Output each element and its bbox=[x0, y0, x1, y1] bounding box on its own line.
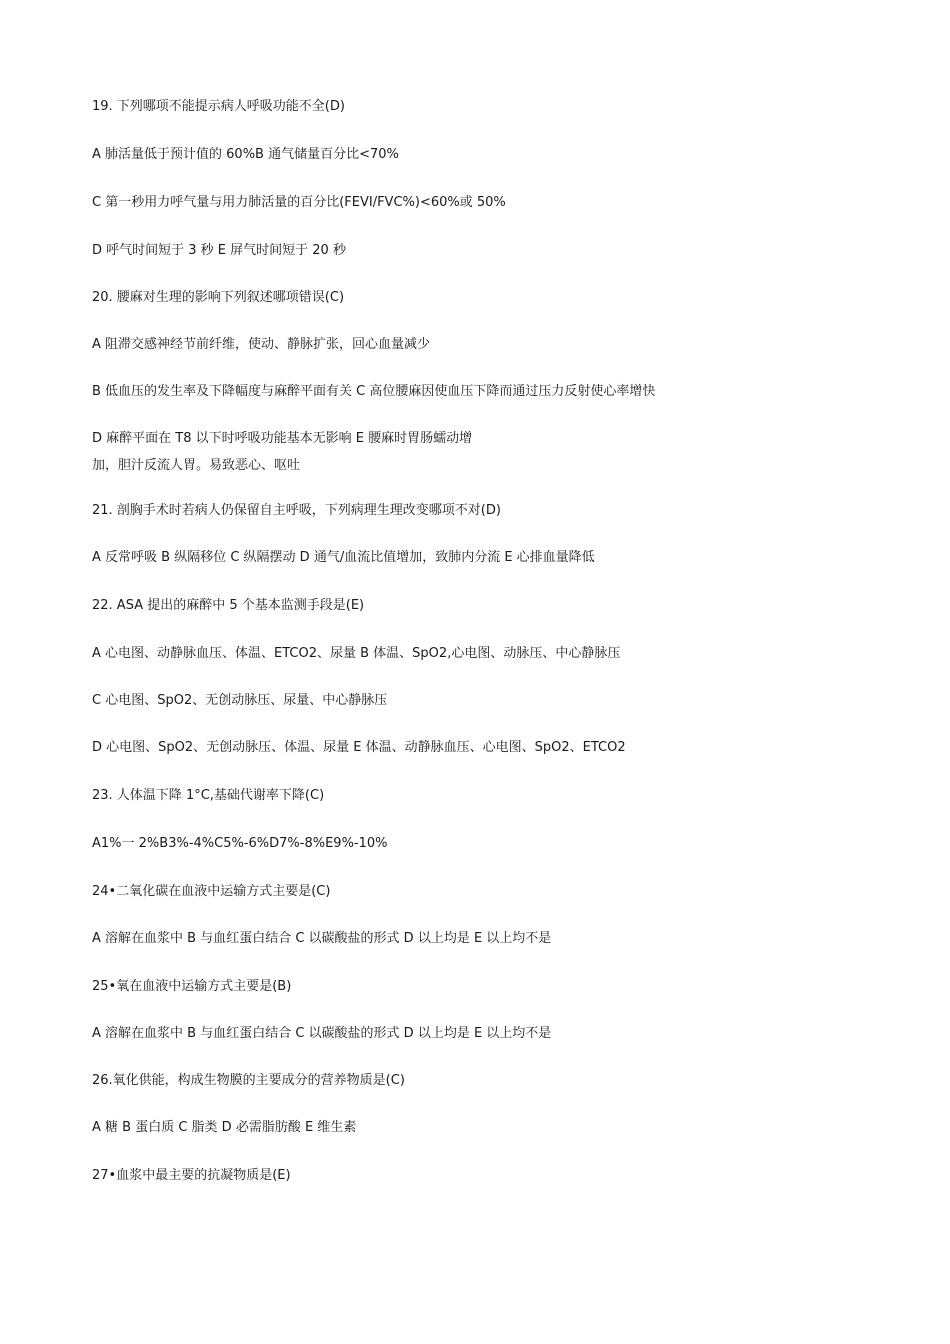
question-25-options: A 溶解在血浆中 B 与血红蛋白结合 C 以碳酸盐的形式 D 以上均是 E 以上均不是 bbox=[92, 1026, 552, 1041]
question-23: 23. 人体温下降 1°C,基础代谢率下降(C) bbox=[92, 788, 325, 803]
question-20-options-de: D 麻醉平面在 T8 以下时呼吸功能基本无影响 E 腰麻时胃肠蠕动增 bbox=[92, 431, 473, 446]
question-26-options: A 糖 B 蛋白质 C 脂类 D 必需脂肪酸 E 维生素 bbox=[92, 1120, 357, 1135]
question-19: 19. 下列哪项不能提示病人呼吸功能不全(D) bbox=[92, 99, 345, 114]
question-21-options: A 反常呼吸 B 纵隔移位 C 纵隔摆动 D 通气/血流比值增加，致肺内分流 E 心排血量降低 bbox=[92, 550, 595, 565]
question-22-options-ab: A 心电图、动静脉血压、体温、ETCO2、尿量 B 体温、SpO2,心电图、动脉压、中心静脉压 bbox=[92, 646, 621, 661]
question-25: 25•氧在血液中运输方式主要是(B) bbox=[92, 979, 292, 994]
question-27: 27•血浆中最主要的抗凝物质是(E) bbox=[92, 1168, 291, 1183]
question-22: 22. ASA 提出的麻醉中 5 个基本监测手段是(E) bbox=[92, 598, 365, 613]
question-26: 26.氧化供能，构成生物膜的主要成分的营养物质是(C) bbox=[92, 1073, 405, 1088]
question-19-option-c: C 第一秒用力呼气量与用力肺活量的百分比(FEVI/FVC%)<60%或 50% bbox=[92, 195, 506, 210]
question-22-option-c: C 心电图、SpO2、无创动脉压、尿量、中心静脉压 bbox=[92, 693, 388, 708]
question-23-options: A1%一 2%B3%-4%C5%-6%D7%-8%E9%-10% bbox=[92, 836, 388, 851]
question-19-options-ab: A 肺活量低于预计值的 60%B 通气储量百分比<70% bbox=[92, 147, 399, 162]
question-24: 24•二氧化碳在血液中运输方式主要是(C) bbox=[92, 884, 331, 899]
question-20: 20. 腰麻对生理的影响下列叙述哪项错误(C) bbox=[92, 290, 345, 305]
question-20-option-e-cont: 加，胆汁反流人胃。易致恶心、呕吐 bbox=[92, 458, 301, 473]
question-20-option-a: A 阻滞交感神经节前纤维，使动、静脉扩张，回心血量减少 bbox=[92, 337, 431, 352]
question-19-options-de: D 呼气时间短于 3 秒 E 屏气时间短于 20 秒 bbox=[92, 243, 346, 258]
question-20-options-bc: B 低血压的发生率及下降幅度与麻醉平面有关 C 高位腰麻因使血压下降而通过压力反射使心率增快 bbox=[92, 384, 656, 399]
question-24-options: A 溶解在血浆中 B 与血红蛋白结合 C 以碳酸盐的形式 D 以上均是 E 以上均不是 bbox=[92, 931, 552, 946]
question-22-options-de: D 心电图、SpO2、无创动脉压、体温、尿量 E 体温、动静脉血压、心电图、SpO2、ETCO2 bbox=[92, 740, 626, 755]
question-21: 21. 剖胸手术时若病人仍保留自主呼吸，下列病理生理改变哪项不对(D) bbox=[92, 503, 501, 518]
